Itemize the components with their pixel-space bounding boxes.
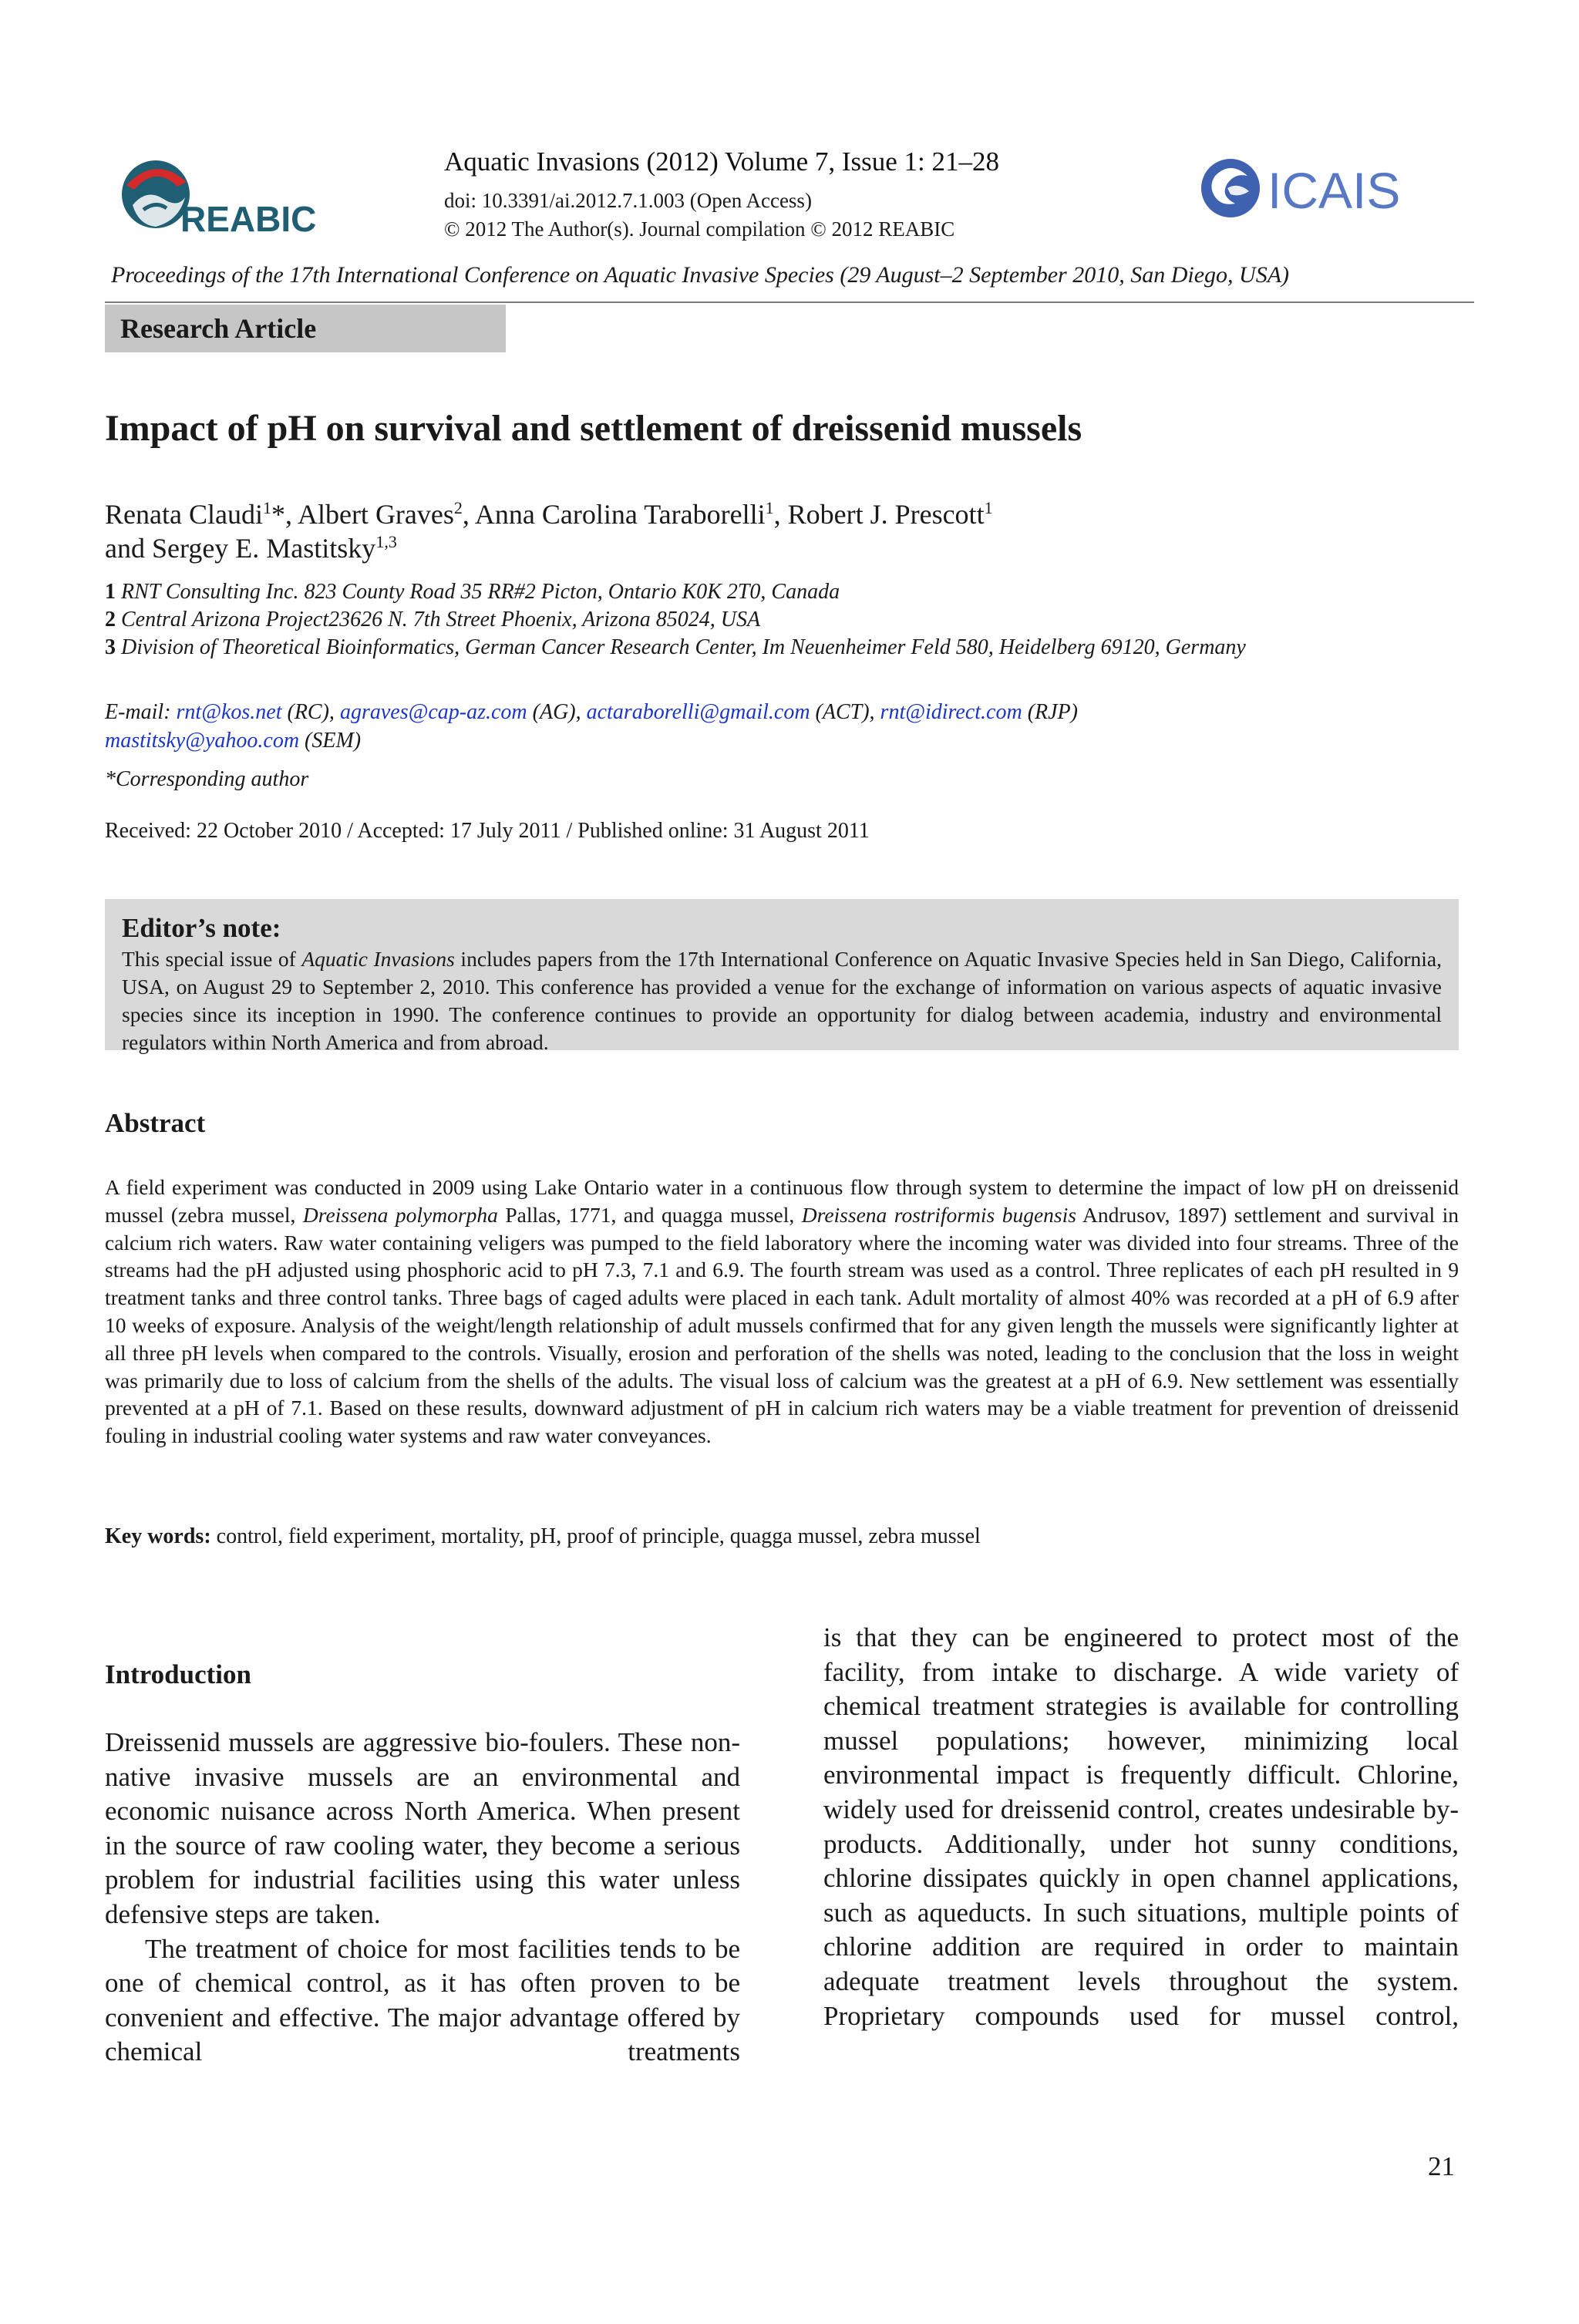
- author-affiliation-mark: 1: [765, 498, 774, 517]
- header-divider: [105, 301, 1474, 303]
- author-separator: ,: [462, 499, 475, 530]
- introduction-heading: Introduction: [105, 1659, 251, 1689]
- reabic-logo: [116, 154, 332, 239]
- author-name: Robert J. Prescott: [787, 499, 985, 530]
- proceedings-line: Proceedings of the 17th International Conference on Aquatic Invasive Species (29 August–2 September 2010, San Diego, USA): [111, 262, 1290, 288]
- email-owner: (AG),: [527, 700, 587, 724]
- corresponding-author-note: *Corresponding author: [105, 767, 309, 791]
- article-type-label: Research Article: [120, 313, 317, 344]
- email-owner: (SEM): [299, 729, 362, 753]
- keywords: [105, 1524, 1459, 1549]
- paragraph: Dreissenid mussels are aggressive bio-foulers. These non-native invasive mussels are an environmental and economic nuisance across North America. When present in the source of raw cooling water, they become a serious problem for industrial facilities using this water unless defensive steps are taken.: [105, 1727, 740, 1929]
- reabic-logo-text: REABIC: [180, 199, 317, 239]
- abstract-part: Andrusov, 1897) settlement and survival in calcium rich waters. Raw water containing veligers was pumped to the field laboratory where the incoming water was divided into four streams. Three of the streams had the pH adjusted using phosphoric acid to pH 7.3, 7.1 and 6.9. The fourth stream was used as a control. Three replicates of each pH resulted in 9 treatment tanks and three control tanks. Three bags of caged adults were placed in each tank. Adult mortality of almost 40% was recorded at a pH of 6.9 after 10 weeks of exposure. Analysis of the weight/length relationship of adult mussels confirmed that for any given length the mussels were significantly lighter at all three pH levels when compared to the controls. Visually, erosion and perforation of the shells was noted, leading to the conclusion that the loss in weight was primarily due to loss of calcium from the shells of the adults. The visual loss of calcium was the greatest at a pH of 6.9. New settlement was essentially prevented at a pH of 7.1. Based on these results, downward adjustment of pH in calcium rich waters may be a viable treatment for prevention of dreissenid fouling in industrial cooling water systems and raw water conveyances.: [105, 1202, 1459, 1448]
- journal-citation: Aquatic Invasions (2012) Volume 7, Issue 1: 21–28: [444, 147, 1000, 177]
- email-list: [105, 698, 1477, 755]
- affiliation-number: 2: [105, 608, 116, 632]
- author-name: Anna Carolina Taraborelli: [474, 499, 766, 530]
- affiliation-2: [105, 606, 1462, 634]
- abstract-part: A field experiment was conducted in 2009 using Lake Ontario water in a continuous flow through system to determine the impact of low pH on dreissenid mussel (zebra mussel,: [105, 1175, 1459, 1227]
- copyright: © 2012 The Author(s). Journal compilation © 2012 REABIC: [444, 217, 955, 241]
- icais-logo: [1197, 153, 1428, 222]
- abstract-heading: Abstract: [105, 1108, 206, 1138]
- species-name: Dreissena rostriformis bugensis: [801, 1202, 1076, 1227]
- editor-note-part: This special issue of: [122, 947, 302, 971]
- author-separator: ,: [773, 499, 788, 530]
- email-owner: (RJP): [1022, 700, 1078, 724]
- abstract-text: [105, 1174, 1459, 1450]
- editor-note-box: [105, 899, 1459, 1054]
- affiliation-1: [105, 578, 1462, 606]
- editor-note-text: [122, 945, 1442, 1056]
- email-link[interactable]: rnt@kos.net: [176, 700, 282, 724]
- affiliation-text: RNT Consulting Inc. 823 County Road 35 RR#2 Picton, Ontario K0K 2T0, Canada: [121, 580, 840, 604]
- email-link[interactable]: actaraborelli@gmail.com: [586, 700, 810, 724]
- email-link[interactable]: rnt@idirect.com: [880, 700, 1022, 724]
- email-owner: (ACT),: [810, 700, 880, 724]
- author-name: and Sergey E. Mastitsky: [105, 533, 376, 564]
- paragraph: The treatment of choice for most facilities tends to be one of chemical control, as it has often proven to be convenient and effective. The major advantage offered by chemical treatments: [105, 1933, 740, 2067]
- editor-note-heading: Editor’s note:: [122, 913, 281, 943]
- doi: doi: 10.3391/ai.2012.7.1.003 (Open Access): [444, 189, 812, 212]
- author-affiliation-mark: 2: [453, 498, 463, 517]
- affiliation-3: [105, 634, 1462, 662]
- page-number: 21: [1428, 2151, 1455, 2181]
- author-affiliation-mark: 1: [262, 498, 271, 517]
- author-affiliation-mark: 1,3: [375, 532, 397, 551]
- body-column-right: [823, 1621, 1459, 2033]
- publication-dates: Received: 22 October 2010 / Accepted: 17 July 2011 / Published online: 31 August 2011: [105, 819, 870, 843]
- keywords-label: Key words:: [105, 1524, 211, 1548]
- affiliation-text: Division of Theoretical Bioinformatics, German Cancer Research Center, Im Neuenheimer Feld 580, Heidelberg 69120, Germany: [121, 635, 1246, 659]
- email-link[interactable]: agraves@cap-az.com: [339, 700, 527, 724]
- species-name: Dreissena polymorpha: [302, 1202, 498, 1227]
- affiliation-number: 1: [105, 580, 116, 604]
- editor-note-part: includes papers from the 17th International Conference on Aquatic Invasive Species held in San Diego, California, USA, on August 29 to September 2, 2010. This conference has provided a venue for the exchange of information on various aspects of aquatic invasive species since its inception in 1990. The conference continues to provide an opportunity for dialog between academia, industry and environmental regulators within North America and from abroad.: [122, 947, 1442, 1054]
- icais-logo-text: ICAIS: [1268, 162, 1401, 219]
- author-affiliation-mark: 1: [984, 498, 993, 517]
- affiliation-text: Central Arizona Project23626 N. 7th Street Phoenix, Arizona 85024, USA: [121, 608, 761, 632]
- editor-note-journal: Aquatic Invasions: [301, 947, 455, 971]
- author-separator: ,: [284, 499, 298, 530]
- author-name: Renata Claudi: [105, 499, 263, 530]
- email-label: E-mail:: [105, 700, 177, 724]
- article-title: Impact of pH on survival and settlement of dreissenid mussels: [105, 408, 1082, 449]
- email-owner: (RC),: [281, 700, 340, 724]
- abstract-part: Pallas, 1771, and quagga mussel,: [497, 1202, 802, 1227]
- author-list: [105, 497, 1493, 565]
- article-type-banner: [105, 305, 506, 352]
- paragraph: is that they can be engineered to protect most of the facility, from intake to discharge. A wide variety of chemical treatment strategies is available for controlling mussel populations; however, minimizing local environmental impact is frequently difficult. Chlorine, widely used for dreissenid control, creates undesirable by-products. Additionally, under hot sunny conditions, chlorine dissipates quickly in open channel applications, such as aqueducts. In such situations, multiple points of chlorine addition are required in order to maintain adequate treatment levels throughout the system. Proprietary compounds used for mussel control,: [823, 1622, 1459, 2031]
- author-name: Albert Graves: [297, 499, 454, 530]
- body-column-left: [105, 1726, 740, 2070]
- affiliation-number: 3: [105, 635, 116, 659]
- keywords-text: control, field experiment, mortality, pH, proof of principle, quagga mussel, zebra mussel: [210, 1524, 981, 1548]
- corresponding-mark: *: [271, 499, 285, 530]
- email-link[interactable]: mastitsky@yahoo.com: [105, 729, 300, 753]
